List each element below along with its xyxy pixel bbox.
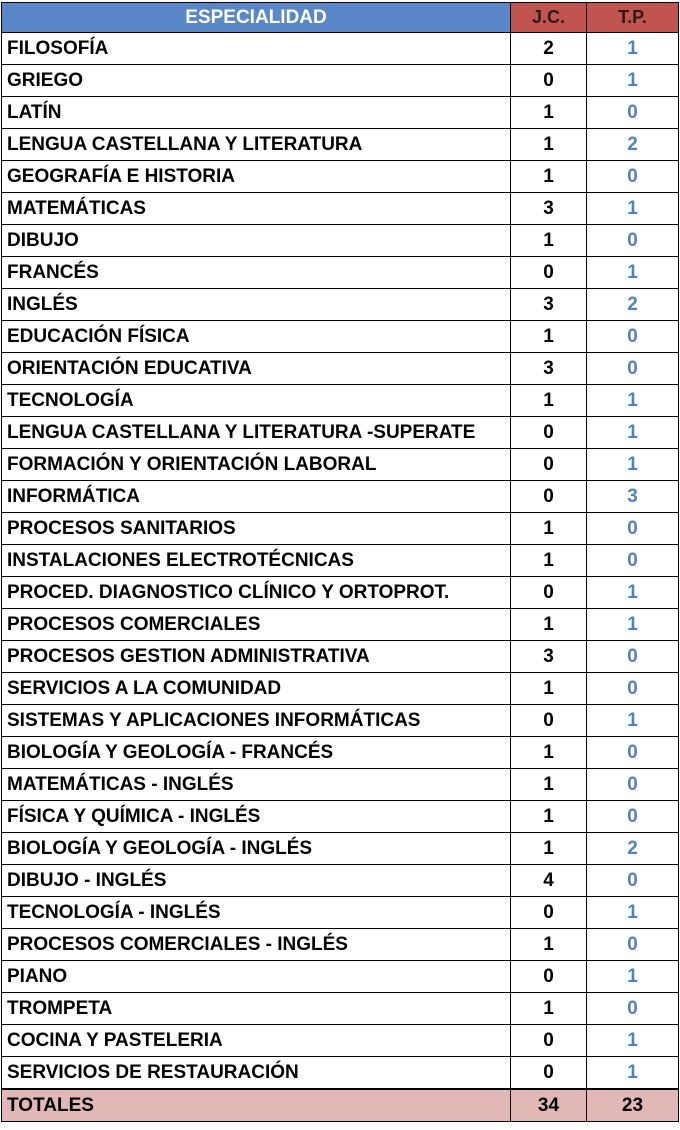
row-name-cell[interactable]: PROCESOS COMERCIALES - INGLÉS bbox=[2, 929, 511, 961]
row-name-cell[interactable]: MATEMÁTICAS - INGLÉS bbox=[2, 769, 511, 801]
row-name-cell[interactable]: SISTEMAS Y APLICACIONES INFORMÁTICAS bbox=[2, 705, 511, 737]
header-row bbox=[2, 3, 679, 33]
row-jc-cell[interactable]: 0 bbox=[511, 1025, 587, 1057]
table-row bbox=[2, 161, 679, 193]
row-jc-cell[interactable]: 3 bbox=[511, 193, 587, 225]
row-name-cell[interactable]: ORIENTACIÓN EDUCATIVA bbox=[2, 353, 511, 385]
table-row bbox=[2, 289, 679, 321]
row-jc-cell[interactable]: 1 bbox=[511, 161, 587, 193]
row-tp-cell[interactable]: 0 bbox=[587, 769, 679, 801]
row-jc-cell[interactable]: 0 bbox=[511, 897, 587, 929]
table-row bbox=[2, 33, 679, 65]
row-tp-cell[interactable]: 0 bbox=[587, 225, 679, 257]
row-name-cell[interactable]: FORMACIÓN Y ORIENTACIÓN LABORAL bbox=[2, 449, 511, 481]
row-name-cell[interactable]: DIBUJO - INGLÉS bbox=[2, 865, 511, 897]
row-jc-cell[interactable]: 1 bbox=[511, 321, 587, 353]
row-tp-cell[interactable]: 1 bbox=[587, 897, 679, 929]
row-jc-cell[interactable]: 3 bbox=[511, 641, 587, 673]
row-jc-cell[interactable]: 1 bbox=[511, 769, 587, 801]
totals-tp[interactable]: 23 bbox=[587, 1089, 679, 1122]
row-jc-cell[interactable]: 0 bbox=[511, 449, 587, 481]
row-tp-cell[interactable]: 2 bbox=[587, 833, 679, 865]
row-name-cell[interactable]: PROCESOS SANITARIOS bbox=[2, 513, 511, 545]
row-tp-cell[interactable]: 1 bbox=[587, 1057, 679, 1090]
table-row bbox=[2, 961, 679, 993]
table-row bbox=[2, 705, 679, 737]
row-tp-cell[interactable]: 1 bbox=[587, 193, 679, 225]
table-row bbox=[2, 481, 679, 513]
row-tp-cell[interactable]: 1 bbox=[587, 577, 679, 609]
row-name-cell[interactable]: TROMPETA bbox=[2, 993, 511, 1025]
row-name-cell[interactable]: FÍSICA Y QUÍMICA - INGLÉS bbox=[2, 801, 511, 833]
row-name-cell[interactable]: PROCESOS COMERCIALES bbox=[2, 609, 511, 641]
row-tp-cell[interactable]: 1 bbox=[587, 1025, 679, 1057]
row-tp-cell[interactable]: 1 bbox=[587, 609, 679, 641]
row-name-cell[interactable]: LATÍN bbox=[2, 97, 511, 129]
row-name-cell[interactable]: INGLÉS bbox=[2, 289, 511, 321]
table-row bbox=[2, 641, 679, 673]
row-jc-cell[interactable]: 3 bbox=[511, 289, 587, 321]
row-jc-cell[interactable]: 1 bbox=[511, 737, 587, 769]
row-tp-cell[interactable]: 1 bbox=[587, 257, 679, 289]
table-row bbox=[2, 1057, 679, 1090]
row-jc-cell[interactable]: 0 bbox=[511, 961, 587, 993]
row-tp-cell[interactable]: 0 bbox=[587, 737, 679, 769]
row-name-cell[interactable]: SERVICIOS A LA COMUNIDAD bbox=[2, 673, 511, 705]
table-row bbox=[2, 545, 679, 577]
row-tp-cell[interactable]: 2 bbox=[587, 289, 679, 321]
totals-jc[interactable]: 34 bbox=[511, 1089, 587, 1122]
row-tp-cell[interactable]: 1 bbox=[587, 961, 679, 993]
table-row bbox=[2, 929, 679, 961]
row-tp-cell[interactable]: 0 bbox=[587, 321, 679, 353]
row-tp-cell[interactable]: 2 bbox=[587, 129, 679, 161]
row-tp-cell[interactable]: 0 bbox=[587, 865, 679, 897]
row-name-cell[interactable]: BIOLOGÍA Y GEOLOGÍA - FRANCÉS bbox=[2, 737, 511, 769]
row-tp-cell[interactable]: 1 bbox=[587, 33, 679, 65]
totals-row bbox=[2, 1089, 679, 1122]
row-name-cell[interactable]: GRIEGO bbox=[2, 65, 511, 97]
row-name-cell[interactable]: FRANCÉS bbox=[2, 257, 511, 289]
table-row bbox=[2, 417, 679, 449]
row-tp-cell[interactable]: 0 bbox=[587, 993, 679, 1025]
row-jc-cell[interactable]: 1 bbox=[511, 513, 587, 545]
row-tp-cell[interactable]: 0 bbox=[587, 545, 679, 577]
table-row bbox=[2, 193, 679, 225]
row-name-cell[interactable]: SERVICIOS DE RESTAURACIÓN bbox=[2, 1057, 511, 1090]
table-row bbox=[2, 97, 679, 129]
row-jc-cell[interactable]: 1 bbox=[511, 545, 587, 577]
table-row bbox=[2, 257, 679, 289]
row-tp-cell[interactable]: 0 bbox=[587, 929, 679, 961]
table-row bbox=[2, 353, 679, 385]
row-name-cell[interactable]: INSTALACIONES ELECTROTÉCNICAS bbox=[2, 545, 511, 577]
header-jc[interactable]: J.C. bbox=[511, 3, 587, 33]
row-tp-cell[interactable]: 0 bbox=[587, 97, 679, 129]
row-name-cell[interactable]: GEOGRAFÍA E HISTORIA bbox=[2, 161, 511, 193]
row-jc-cell[interactable]: 0 bbox=[511, 65, 587, 97]
table-row bbox=[2, 801, 679, 833]
table-row bbox=[2, 673, 679, 705]
row-tp-cell[interactable]: 0 bbox=[587, 353, 679, 385]
row-jc-cell[interactable]: 0 bbox=[511, 1057, 587, 1090]
table-row bbox=[2, 449, 679, 481]
row-jc-cell[interactable]: 3 bbox=[511, 353, 587, 385]
row-name-cell[interactable]: INFORMÁTICA bbox=[2, 481, 511, 513]
table-row bbox=[2, 513, 679, 545]
row-tp-cell[interactable]: 1 bbox=[587, 705, 679, 737]
row-name-cell[interactable]: MATEMÁTICAS bbox=[2, 193, 511, 225]
row-jc-cell[interactable]: 1 bbox=[511, 801, 587, 833]
row-name-cell[interactable]: PROCESOS GESTION ADMINISTRATIVA bbox=[2, 641, 511, 673]
header-especialidad[interactable]: ESPECIALIDAD bbox=[2, 3, 511, 33]
totals-label[interactable]: TOTALES bbox=[2, 1089, 511, 1122]
table-row bbox=[2, 609, 679, 641]
row-tp-cell[interactable]: 1 bbox=[587, 417, 679, 449]
row-name-cell[interactable]: COCINA Y PASTELERIA bbox=[2, 1025, 511, 1057]
row-jc-cell[interactable]: 2 bbox=[511, 33, 587, 65]
table-body bbox=[2, 33, 679, 1090]
row-tp-cell[interactable]: 3 bbox=[587, 481, 679, 513]
row-tp-cell[interactable]: 1 bbox=[587, 449, 679, 481]
row-jc-cell[interactable]: 0 bbox=[511, 481, 587, 513]
row-tp-cell[interactable]: 0 bbox=[587, 673, 679, 705]
table-row bbox=[2, 737, 679, 769]
row-tp-cell[interactable]: 1 bbox=[587, 385, 679, 417]
table-row bbox=[2, 577, 679, 609]
row-tp-cell[interactable]: 1 bbox=[587, 65, 679, 97]
row-name-cell[interactable]: BIOLOGÍA Y GEOLOGÍA - INGLÉS bbox=[2, 833, 511, 865]
row-jc-cell[interactable]: 1 bbox=[511, 609, 587, 641]
row-jc-cell[interactable]: 1 bbox=[511, 225, 587, 257]
row-tp-cell[interactable]: 0 bbox=[587, 161, 679, 193]
row-jc-cell[interactable]: 1 bbox=[511, 385, 587, 417]
row-jc-cell[interactable]: 1 bbox=[511, 673, 587, 705]
especialidad-table bbox=[1, 2, 679, 1122]
row-jc-cell[interactable]: 1 bbox=[511, 929, 587, 961]
table-row bbox=[2, 385, 679, 417]
row-tp-cell[interactable]: 0 bbox=[587, 513, 679, 545]
row-jc-cell[interactable]: 1 bbox=[511, 97, 587, 129]
table-row bbox=[2, 865, 679, 897]
row-name-cell[interactable]: PIANO bbox=[2, 961, 511, 993]
table-row bbox=[2, 833, 679, 865]
table-row bbox=[2, 321, 679, 353]
table-row bbox=[2, 225, 679, 257]
table-row bbox=[2, 65, 679, 97]
table-row bbox=[2, 129, 679, 161]
row-jc-cell[interactable]: 1 bbox=[511, 993, 587, 1025]
row-name-cell[interactable]: DIBUJO bbox=[2, 225, 511, 257]
row-jc-cell[interactable]: 0 bbox=[511, 577, 587, 609]
row-tp-cell[interactable]: 0 bbox=[587, 641, 679, 673]
table-row bbox=[2, 1025, 679, 1057]
row-name-cell[interactable]: LENGUA CASTELLANA Y LITERATURA bbox=[2, 129, 511, 161]
table-row bbox=[2, 897, 679, 929]
row-name-cell[interactable]: EDUCACIÓN FÍSICA bbox=[2, 321, 511, 353]
row-jc-cell[interactable]: 0 bbox=[511, 257, 587, 289]
row-name-cell[interactable]: TECNOLOGÍA bbox=[2, 385, 511, 417]
row-jc-cell[interactable]: 1 bbox=[511, 833, 587, 865]
row-jc-cell[interactable]: 0 bbox=[511, 417, 587, 449]
table-row bbox=[2, 769, 679, 801]
row-name-cell[interactable]: LENGUA CASTELLANA Y LITERATURA -SUPERATE bbox=[2, 417, 511, 449]
row-name-cell[interactable]: TECNOLOGÍA - INGLÉS bbox=[2, 897, 511, 929]
row-name-cell[interactable]: FILOSOFÍA bbox=[2, 33, 511, 65]
table-row bbox=[2, 993, 679, 1025]
row-jc-cell[interactable]: 0 bbox=[511, 705, 587, 737]
header-tp[interactable]: T.P. bbox=[587, 3, 679, 33]
row-name-cell[interactable]: PROCED. DIAGNOSTICO CLÍNICO Y ORTOPROT. bbox=[2, 577, 511, 609]
row-jc-cell[interactable]: 1 bbox=[511, 129, 587, 161]
row-jc-cell[interactable]: 4 bbox=[511, 865, 587, 897]
row-tp-cell[interactable]: 0 bbox=[587, 801, 679, 833]
